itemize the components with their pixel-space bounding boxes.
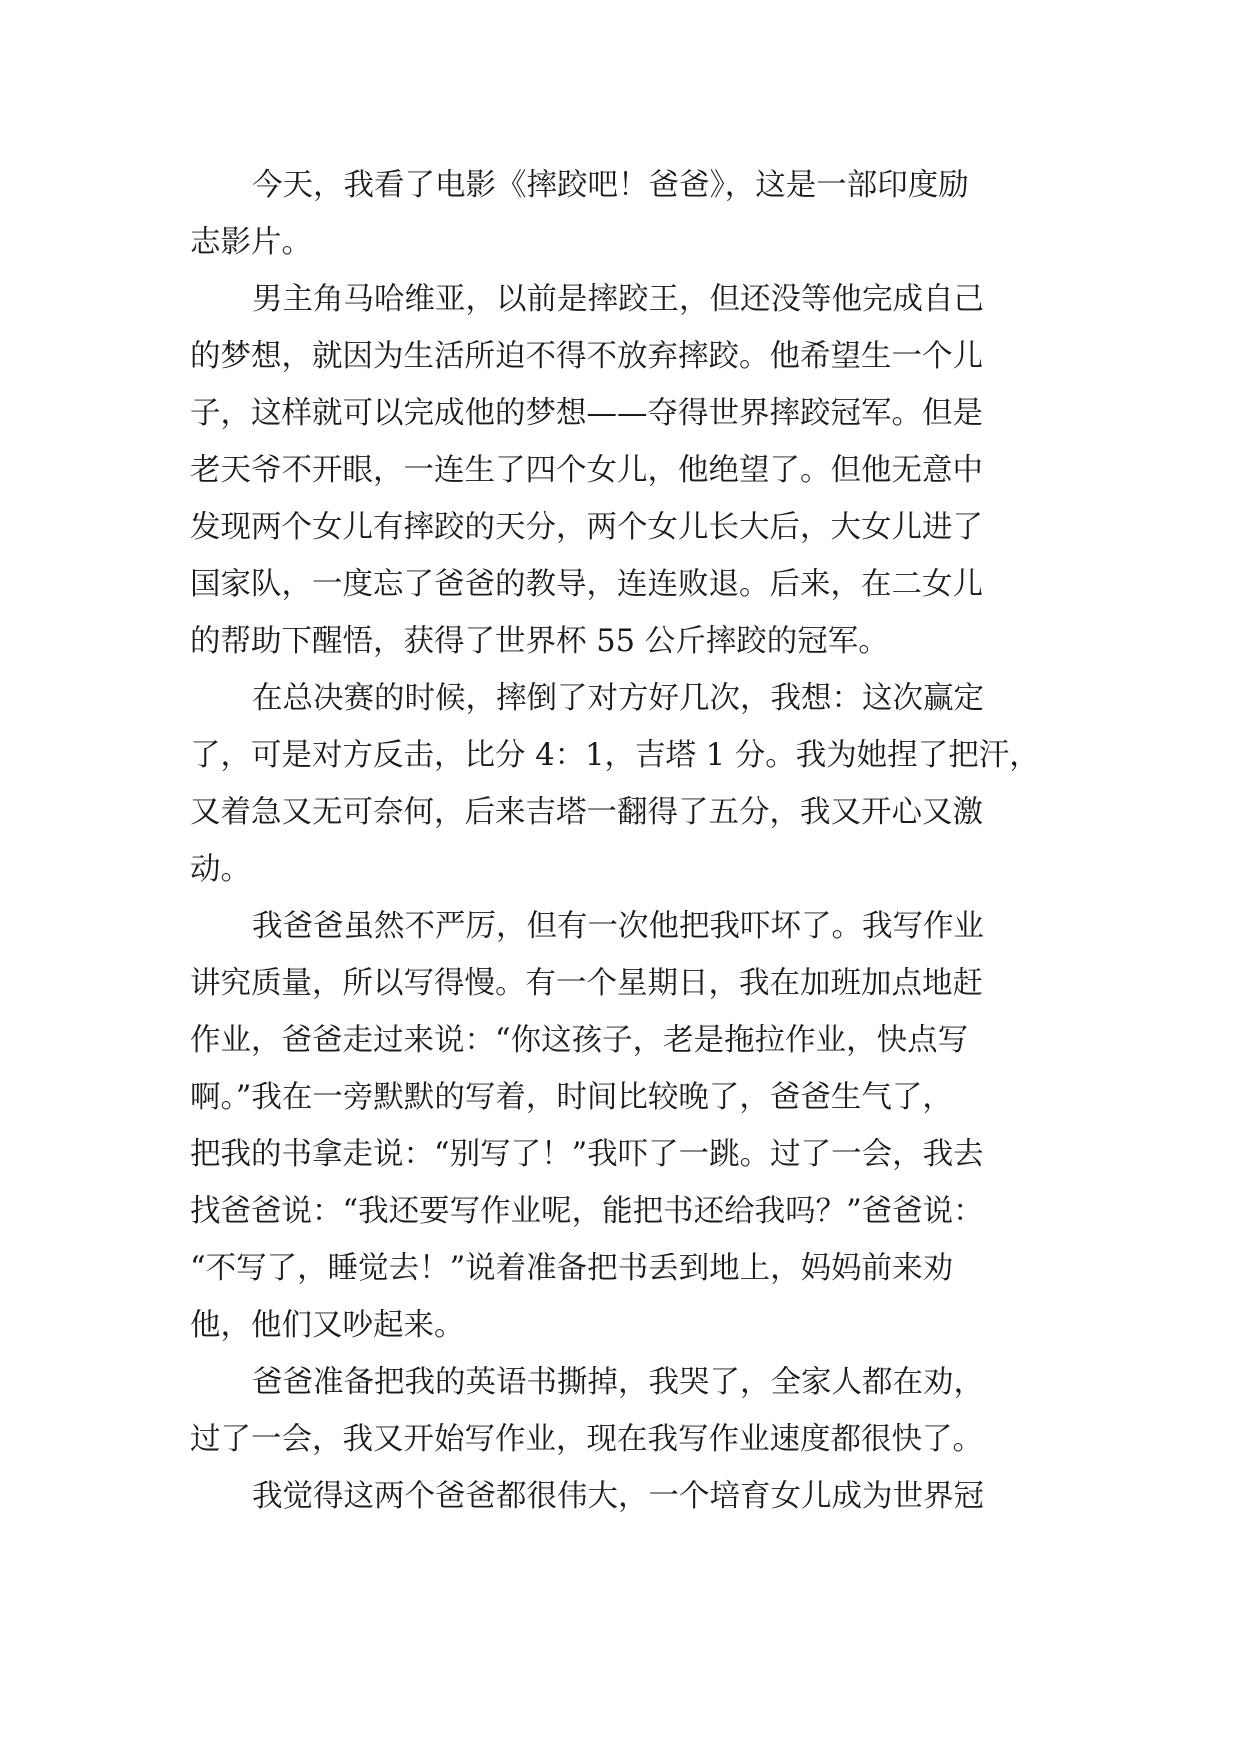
paragraph-4-line-3: 作业，爸爸走过来说：“你这孩子，老是拖拉作业，快点写 [190, 1023, 969, 1058]
paragraph-2-line-3: 子，这样就可以完成他的梦想——夺得世界摔跤冠军。但是 [190, 396, 983, 431]
paragraph-4-line-8: 他，他们又吵起来。 [190, 1308, 465, 1343]
paragraph-4-line-2: 讲究质量，所以写得慢。有一个星期日，我在加班加点地赶 [190, 966, 983, 1001]
paragraph-4-line-4: 啊。”我在一旁默默的写着，时间比较晚了，爸爸生气了， [190, 1080, 953, 1115]
paragraph-2-line-2: 的梦想，就因为生活所迫不得不放弃摔跤。他希望生一个儿 [190, 339, 983, 374]
paragraph-1-line-2: 志影片。 [190, 225, 312, 260]
paragraph-2-line-5: 发现两个女儿有摔跤的天分，两个女儿长大后，大女儿进了 [190, 510, 983, 545]
paragraph-3-line-4: 动。 [190, 852, 251, 887]
paragraph-3-line-2: 了，可是对方反击，比分 4：1，吉塔 1 分。我为她捏了把汗， [190, 738, 1040, 773]
paragraph-4-line-7: “不写了，睡觉去！”说着准备把书丢到地上，妈妈前来劝 [190, 1251, 954, 1286]
paragraph-5-line-2: 过了一会，我又开始写作业，现在我写作业速度都很快了。 [190, 1422, 983, 1457]
paragraph-2-line-4: 老天爷不开眼，一连生了四个女儿，他绝望了。但他无意中 [190, 453, 983, 488]
paragraph-1-line-1: 今天，我看了电影《摔跤吧！爸爸》，这是一部印度励 [252, 168, 969, 203]
paragraph-4-line-6: 找爸爸说：“我还要写作业呢，能把书还给我吗？”爸爸说： [190, 1194, 984, 1229]
paragraph-3-line-1: 在总决赛的时候，摔倒了对方好几次，我想：这次赢定 [252, 681, 984, 716]
paragraph-4-line-5: 把我的书拿走说：“别写了！”我吓了一跳。过了一会，我去 [190, 1137, 984, 1172]
paragraph-3-line-3: 又着急又无可奈何，后来吉塔一翻得了五分，我又开心又激 [190, 795, 983, 830]
paragraph-2-line-7: 的帮助下醒悟，获得了世界杯 55 公斤摔跤的冠军。 [190, 624, 889, 659]
paragraph-5-line-1: 爸爸准备把我的英语书撕掉，我哭了，全家人都在劝， [252, 1365, 984, 1400]
paragraph-2-line-1: 男主角马哈维亚，以前是摔跤王，但还没等他完成自己 [252, 282, 984, 317]
paragraph-6-line-1: 我觉得这两个爸爸都很伟大，一个培育女儿成为世界冠 [252, 1479, 984, 1514]
paragraph-2-line-6: 国家队，一度忘了爸爸的教导，连连败退。后来，在二女儿 [190, 567, 983, 602]
paragraph-4-line-1: 我爸爸虽然不严厉，但有一次他把我吓坏了。我写作业 [252, 909, 984, 944]
